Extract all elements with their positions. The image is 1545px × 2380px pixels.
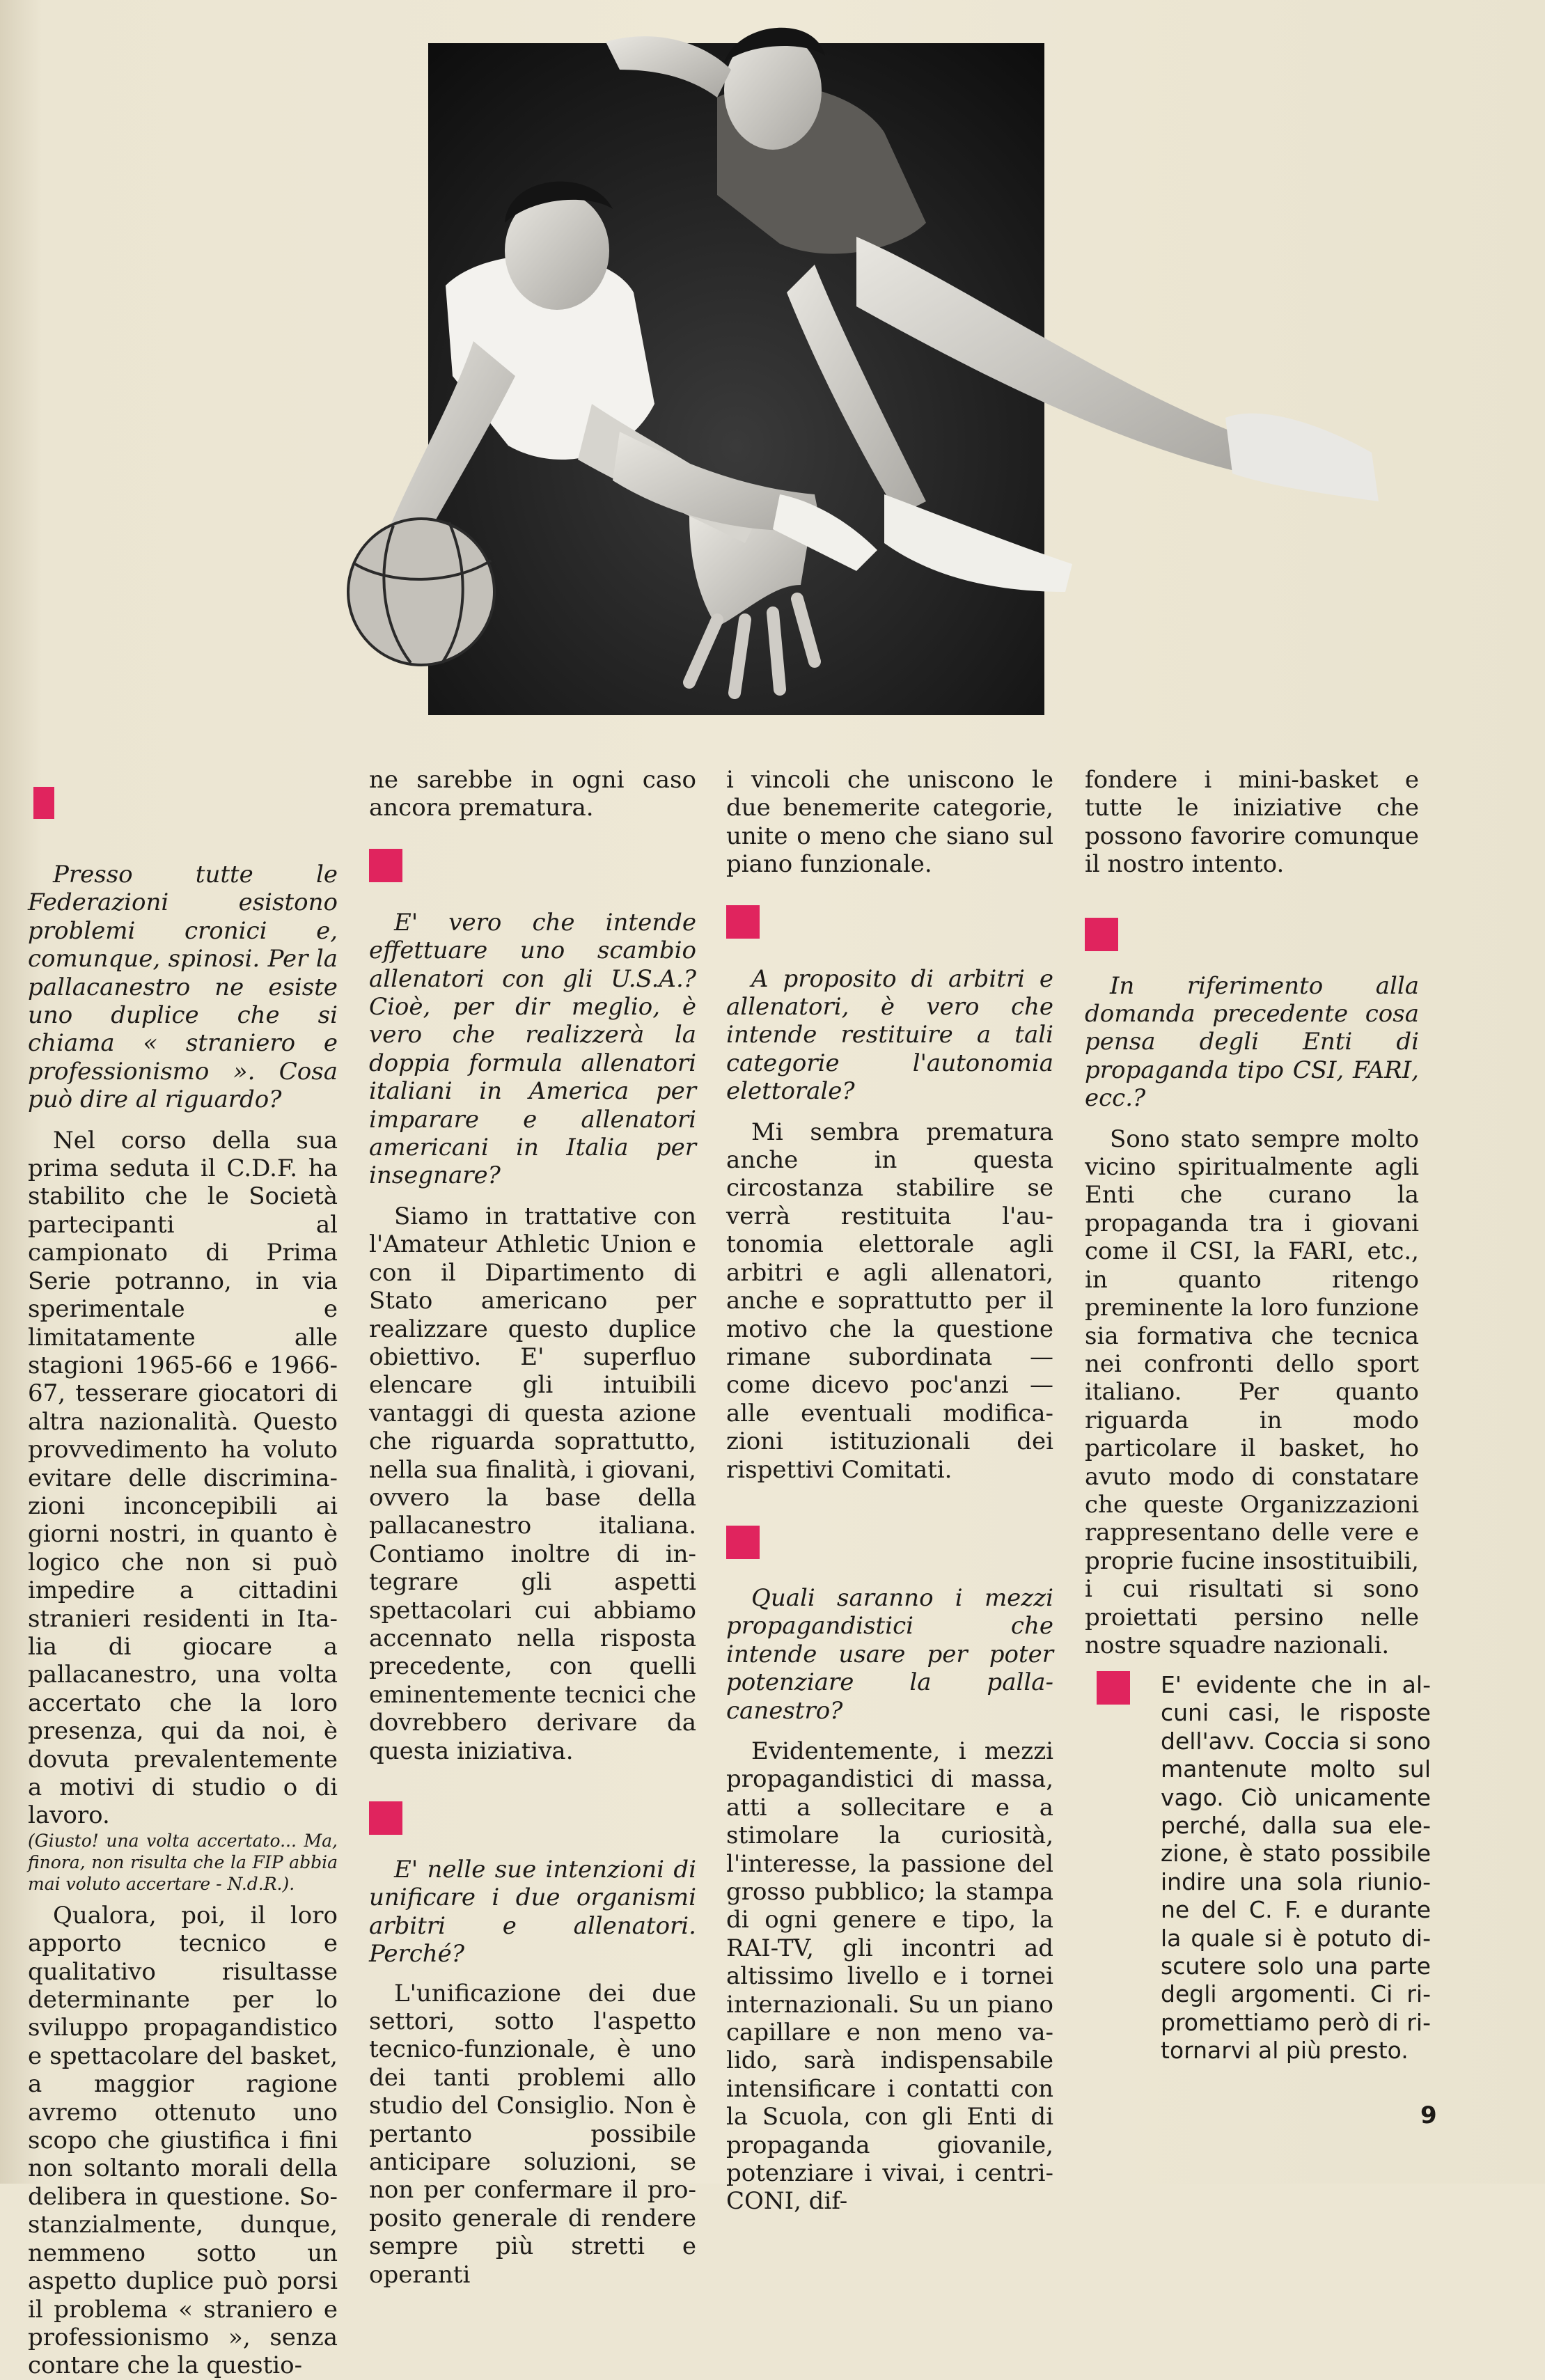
answer-stranieri-continued: Qualora, poi, il loro apporto tecnico e qualitativo risultasse determinante per lo sviluppo propagandistico e spettacolare del basket, a maggior ragione avremo ottenuto uno scopo che giustifica i fini non soltanto morali della delibera in questione. Sostanzialmente, dunque, nemmeno sotto un aspetto duplice può porsi il problema « straniero e professionismo », senza contare che la questio- (28, 1901, 338, 2380)
question-stranieri: Presso tutte le Federazioni esistono problemi cronici e, comunque, spinosi. Per la pallacanestro ne esiste uno duplice che si chiama « straniero e professionismo ». Cosa può dire al riguardo? (28, 861, 338, 1114)
question-mezzi-propagandistici: Quali saranno i mezzi propagandistici che intende usare per poter potenziare la pallacanestro? (726, 1583, 1053, 1725)
question-enti-propaganda: In riferimento alla domanda precedente cosa pensa degli Enti di propaganda tipo CSI, FARI, ecc.? (1085, 971, 1419, 1113)
editorial-box (1097, 1671, 1431, 2065)
column-2 (369, 766, 696, 2289)
red-square-marker (369, 1801, 402, 1835)
column-3 (726, 766, 1053, 2216)
question-scambio-allenatori: E' vero che intende effettuare uno scambio allenatori con gli U.S.A.? Cioè, per dir meglio, è vero che realizzerà la doppia formula allenatori italiani in America per imparare e allenatori americani in Italia per insegnare? (369, 908, 696, 1190)
red-square-marker (726, 905, 760, 939)
editorial-note: E' evidente che in alcuni casi, le risposte dell'avv. Coccia si sono mantenute molto sul vago. Ciò unicamente perché, dalla sua elezione, è stato possibile indire una sola riunione del C. F. e durante la quale si è potuto discutere solo una parte degli argomenti. Ci ripromettiamo però di ritornarvi al più presto. (1161, 1671, 1431, 2065)
continuation-text: i vincoli che uniscono le due benemerite categorie, unite o meno che siano sul piano funzionale. (726, 766, 1053, 879)
answer-unificare: L'unificazione dei due settori, sotto l'aspetto tecnico-funzionale, è uno dei tanti problemi allo studio del Consiglio. Non è pertanto possibile anticipare soluzioni, se non per confermare il proposito generale di rendere sempre più stretti e operanti (369, 1979, 696, 2289)
column-1 (28, 766, 338, 2380)
answer-enti-propaganda: Sono stato sempre molto vicino spiritualmente agli Enti che curano la propaganda tra i giovani come il CSI, la FARI, etc., in quanto ritengo preminente la loro funzione sia formativa che tecnica nei confronti dello sport italiano. Per quanto riguarda in modo particolare il basket, ho avuto modo di constatare che queste Organizzazioni rappresentano delle vere e proprie fucine insostituibili, i cui risultati si sono proiettati persino nelle nostre squadre nazionali. (1085, 1125, 1419, 1659)
red-square-marker (33, 787, 54, 819)
page-number: 9 (1420, 2101, 1437, 2129)
question-unificare: E' nelle sue intenzioni di unificare i due organismi arbitri e allenatori. Perché? (369, 1856, 696, 1968)
red-square-marker (1085, 918, 1118, 951)
answer-arbitri: Mi sembra prematura anche in questa circostanza stabilire se verrà restituita l'autonomia elettorale agli arbitri e agli allenatori, anche e soprattutto per il motivo che la questione rimane subordinata — come dicevo poc'anzi — alle eventuali modificazioni istituzionali dei rispettivi Comitati. (726, 1118, 1053, 1484)
answer-mezzi-propagandistici: Evidentemente, i mezzi propagandistici di massa, atti a sollecitare e a stimolare la curiosità, l'interesse, la passione del grosso pubblico; la stampa di ogni genere e tipo, la RAI-TV, gli incontri ad altissimo livello e i tornei internazionali. Su un piano capillare e non meno valido, sarà indispensabile intensificare i contatti con la Scuola, con gli Enti di propaganda giovanile, potenziare i vivai, i centri-CONI, dif- (726, 1737, 1053, 2216)
column-4 (1085, 766, 1419, 1659)
continuation-text: fondere i mini-basket e tutte le iniziative che possono favorire comunque il nostro intento. (1085, 766, 1419, 879)
answer-stranieri: Nel corso della sua prima seduta il C.D.F. ha stabilito che le Società partecipanti al campionato di Prima Serie potranno, in via sperimentale e limitatamente alle stagioni 1965-66 e 1966-67, tesserare giocatori di altra nazionalità. Questo provvedimento ha voluto evitare delle discriminazioni inconcepibili ai giorni nostri, in quanto è logico che non si può impedire a cittadini stranieri residenti in Italia di giocare a pallacanestro, una volta accertato che la loro presenza, qui da noi, è dovuta prevalentemente a motivi di studio o di lavoro. (28, 1126, 338, 1830)
basketball-players-photo (327, 14, 1393, 721)
continuation-text: ne sarebbe in ogni caso ancora prematura. (369, 766, 696, 822)
question-arbitri: A proposito di arbitri e allenatori, è vero che intende restituire a tali categorie l'autonomia elettorale? (726, 964, 1053, 1106)
red-square-marker (1097, 1671, 1130, 1705)
answer-scambio-allenatori: Siamo in trattative con l'Amateur Athletic Union e con il Dipartimento di Stato americano per realizzare questo duplice obiettivo. E' superfluo elencare gli intuibili vantaggi di questa azione che riguarda soprattutto, nella sua finalità, i giovani, ovvero la base della pallacanestro italiana. Contiamo inoltre di integrare gli aspetti spettacolari cui abbiamo accennato nella risposta precedente, con quelli eminentemente tecnici che dovrebbero derivare da questa iniziativa. (369, 1202, 696, 1765)
red-square-marker (726, 1526, 760, 1559)
editor-note: (Giusto! una volta accertato... Ma, finora, non risulta che la FIP abbia mai voluto accertare - N.d.R.). (28, 1830, 338, 1894)
red-square-marker (369, 849, 402, 882)
